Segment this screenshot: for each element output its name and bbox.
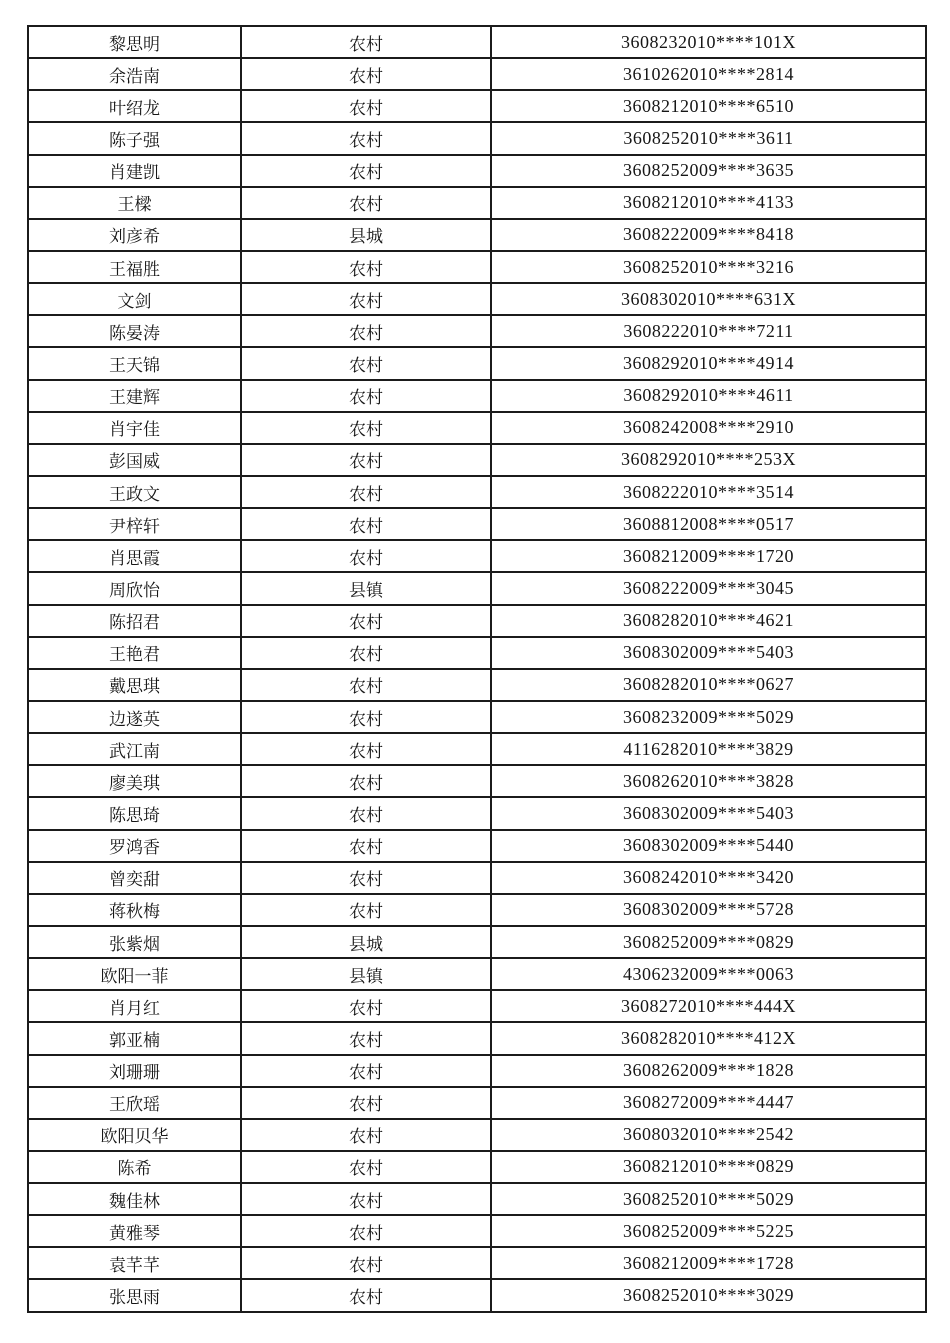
- residence-type-cell: 农村: [241, 347, 491, 379]
- name-cell: 郭亚楠: [28, 1022, 241, 1054]
- residence-type-cell: 农村: [241, 283, 491, 315]
- table-row: [28, 862, 926, 894]
- id-number-cell: 3608222009****8418: [491, 219, 926, 251]
- name-cell: 黎思明: [28, 26, 241, 58]
- residence-type-cell: 农村: [241, 1087, 491, 1119]
- residence-type-cell: 农村: [241, 637, 491, 669]
- table-row: [28, 508, 926, 540]
- name-cell: 魏佳林: [28, 1183, 241, 1215]
- name-cell: 戴思琪: [28, 669, 241, 701]
- residence-type-cell: 农村: [241, 1055, 491, 1087]
- table-row: [28, 540, 926, 572]
- table-row: [28, 187, 926, 219]
- name-cell: 王政文: [28, 476, 241, 508]
- name-cell: 彭国威: [28, 444, 241, 476]
- id-number-cell: 3608302009****5728: [491, 894, 926, 926]
- id-number-cell: 3608232010****101X: [491, 26, 926, 58]
- residence-type-cell: 农村: [241, 187, 491, 219]
- id-number-cell: 3608252009****3635: [491, 155, 926, 187]
- name-cell: 边遂英: [28, 701, 241, 733]
- id-number-cell: 3608292010****4611: [491, 380, 926, 412]
- table-row: [28, 1247, 926, 1279]
- name-cell: 曾奕甜: [28, 862, 241, 894]
- name-cell: 王福胜: [28, 251, 241, 283]
- table-row: [28, 1055, 926, 1087]
- id-number-cell: 3608252009****0829: [491, 926, 926, 958]
- id-number-cell: 3608282010****4621: [491, 605, 926, 637]
- table-row: [28, 1087, 926, 1119]
- table-row: [28, 58, 926, 90]
- residence-type-cell: 农村: [241, 830, 491, 862]
- name-cell: 王樑: [28, 187, 241, 219]
- table-row: [28, 926, 926, 958]
- residence-type-cell: 农村: [241, 797, 491, 829]
- table-row: [28, 894, 926, 926]
- residence-type-cell: 农村: [241, 862, 491, 894]
- table-row: [28, 122, 926, 154]
- residence-type-cell: 农村: [241, 1279, 491, 1312]
- residence-type-cell: 县镇: [241, 572, 491, 604]
- residence-type-cell: 农村: [241, 990, 491, 1022]
- id-number-cell: 3608212009****1720: [491, 540, 926, 572]
- residence-type-cell: 农村: [241, 765, 491, 797]
- residence-type-cell: 农村: [241, 444, 491, 476]
- name-cell: 黄雅琴: [28, 1215, 241, 1247]
- name-cell: 刘彦希: [28, 219, 241, 251]
- table-row: [28, 765, 926, 797]
- id-number-cell: 3608242010****3420: [491, 862, 926, 894]
- name-cell: 武江南: [28, 733, 241, 765]
- id-number-cell: 3608252010****5029: [491, 1183, 926, 1215]
- id-number-cell: 3608812008****0517: [491, 508, 926, 540]
- residence-type-cell: 农村: [241, 412, 491, 444]
- residence-type-cell: 农村: [241, 315, 491, 347]
- name-cell: 尹梓轩: [28, 508, 241, 540]
- name-cell: 欧阳贝华: [28, 1119, 241, 1151]
- name-cell: 肖月红: [28, 990, 241, 1022]
- residence-type-cell: 县城: [241, 219, 491, 251]
- table-row: [28, 797, 926, 829]
- residence-type-cell: 县镇: [241, 958, 491, 990]
- name-cell: 周欣怡: [28, 572, 241, 604]
- name-cell: 刘珊珊: [28, 1055, 241, 1087]
- table-row: [28, 605, 926, 637]
- table-row: [28, 1119, 926, 1151]
- table-row: [28, 251, 926, 283]
- id-number-cell: 3608282010****0627: [491, 669, 926, 701]
- id-number-cell: 3608262009****1828: [491, 1055, 926, 1087]
- name-cell: 陈晏涛: [28, 315, 241, 347]
- residence-type-cell: 农村: [241, 1119, 491, 1151]
- name-cell: 蒋秋梅: [28, 894, 241, 926]
- name-cell: 王天锦: [28, 347, 241, 379]
- table-row: [28, 1022, 926, 1054]
- table-row: [28, 444, 926, 476]
- name-cell: 余浩南: [28, 58, 241, 90]
- residence-type-cell: 农村: [241, 894, 491, 926]
- id-number-cell: 4306232009****0063: [491, 958, 926, 990]
- table-row: [28, 283, 926, 315]
- name-cell: 陈思琦: [28, 797, 241, 829]
- id-number-cell: 3608232009****5029: [491, 701, 926, 733]
- id-number-cell: 3608032010****2542: [491, 1119, 926, 1151]
- residence-type-cell: 农村: [241, 1151, 491, 1183]
- name-cell: 罗鸿香: [28, 830, 241, 862]
- table-row: [28, 733, 926, 765]
- name-cell: 廖美琪: [28, 765, 241, 797]
- residence-type-cell: 农村: [241, 701, 491, 733]
- table-row: [28, 476, 926, 508]
- id-number-cell: 3608212010****0829: [491, 1151, 926, 1183]
- name-cell: 欧阳一菲: [28, 958, 241, 990]
- residence-type-cell: 农村: [241, 380, 491, 412]
- residence-type-cell: 农村: [241, 1215, 491, 1247]
- name-cell: 王建辉: [28, 380, 241, 412]
- name-cell: 肖建凯: [28, 155, 241, 187]
- name-cell: 张紫烟: [28, 926, 241, 958]
- id-number-cell: 3608292010****253X: [491, 444, 926, 476]
- name-cell: 陈招君: [28, 605, 241, 637]
- residence-type-cell: 农村: [241, 669, 491, 701]
- residence-type-cell: 县城: [241, 926, 491, 958]
- id-number-cell: 3608252010****3216: [491, 251, 926, 283]
- residence-type-cell: 农村: [241, 476, 491, 508]
- table-row: [28, 380, 926, 412]
- table-row: [28, 155, 926, 187]
- id-number-cell: 3608222010****7211: [491, 315, 926, 347]
- id-number-cell: 3608302009****5403: [491, 797, 926, 829]
- id-number-cell: 3608252010****3611: [491, 122, 926, 154]
- table-row: [28, 990, 926, 1022]
- name-cell: 文剑: [28, 283, 241, 315]
- table-row: [28, 572, 926, 604]
- table-row: [28, 1151, 926, 1183]
- name-cell: 肖宇佳: [28, 412, 241, 444]
- id-number-cell: 3608302009****5440: [491, 830, 926, 862]
- table-row: [28, 1215, 926, 1247]
- residence-type-cell: 农村: [241, 251, 491, 283]
- table-row: [28, 1183, 926, 1215]
- id-number-cell: 3608212010****6510: [491, 90, 926, 122]
- residence-type-cell: 农村: [241, 26, 491, 58]
- name-cell: 王欣瑶: [28, 1087, 241, 1119]
- residence-type-cell: 农村: [241, 155, 491, 187]
- name-cell: 肖思霞: [28, 540, 241, 572]
- id-number-cell: 3608292010****4914: [491, 347, 926, 379]
- residence-type-cell: 农村: [241, 1022, 491, 1054]
- roster-table: [27, 25, 927, 1313]
- table-row: [28, 958, 926, 990]
- table-row: [28, 1279, 926, 1312]
- id-number-cell: 3608302009****5403: [491, 637, 926, 669]
- table-row: [28, 830, 926, 862]
- residence-type-cell: 农村: [241, 1183, 491, 1215]
- id-number-cell: 3608302010****631X: [491, 283, 926, 315]
- residence-type-cell: 农村: [241, 605, 491, 637]
- table-row: [28, 701, 926, 733]
- id-number-cell: 3608252009****5225: [491, 1215, 926, 1247]
- table-row: [28, 26, 926, 58]
- id-number-cell: 4116282010****3829: [491, 733, 926, 765]
- residence-type-cell: 农村: [241, 508, 491, 540]
- roster-table-body: [28, 26, 926, 1312]
- table-row: [28, 637, 926, 669]
- table-row: [28, 412, 926, 444]
- name-cell: 叶绍龙: [28, 90, 241, 122]
- id-number-cell: 3610262010****2814: [491, 58, 926, 90]
- residence-type-cell: 农村: [241, 1247, 491, 1279]
- name-cell: 陈希: [28, 1151, 241, 1183]
- residence-type-cell: 农村: [241, 733, 491, 765]
- table-row: [28, 90, 926, 122]
- residence-type-cell: 农村: [241, 122, 491, 154]
- name-cell: 张思雨: [28, 1279, 241, 1312]
- name-cell: 陈子强: [28, 122, 241, 154]
- id-number-cell: 3608262010****3828: [491, 765, 926, 797]
- id-number-cell: 3608252010****3029: [491, 1279, 926, 1312]
- name-cell: 王艳君: [28, 637, 241, 669]
- id-number-cell: 3608212009****1728: [491, 1247, 926, 1279]
- id-number-cell: 3608212010****4133: [491, 187, 926, 219]
- residence-type-cell: 农村: [241, 58, 491, 90]
- id-number-cell: 3608242008****2910: [491, 412, 926, 444]
- residence-type-cell: 农村: [241, 540, 491, 572]
- table-row: [28, 347, 926, 379]
- id-number-cell: 3608272009****4447: [491, 1087, 926, 1119]
- id-number-cell: 3608282010****412X: [491, 1022, 926, 1054]
- table-row: [28, 219, 926, 251]
- id-number-cell: 3608222010****3514: [491, 476, 926, 508]
- id-number-cell: 3608272010****444X: [491, 990, 926, 1022]
- residence-type-cell: 农村: [241, 90, 491, 122]
- name-cell: 袁芊芊: [28, 1247, 241, 1279]
- id-number-cell: 3608222009****3045: [491, 572, 926, 604]
- table-row: [28, 315, 926, 347]
- table-row: [28, 669, 926, 701]
